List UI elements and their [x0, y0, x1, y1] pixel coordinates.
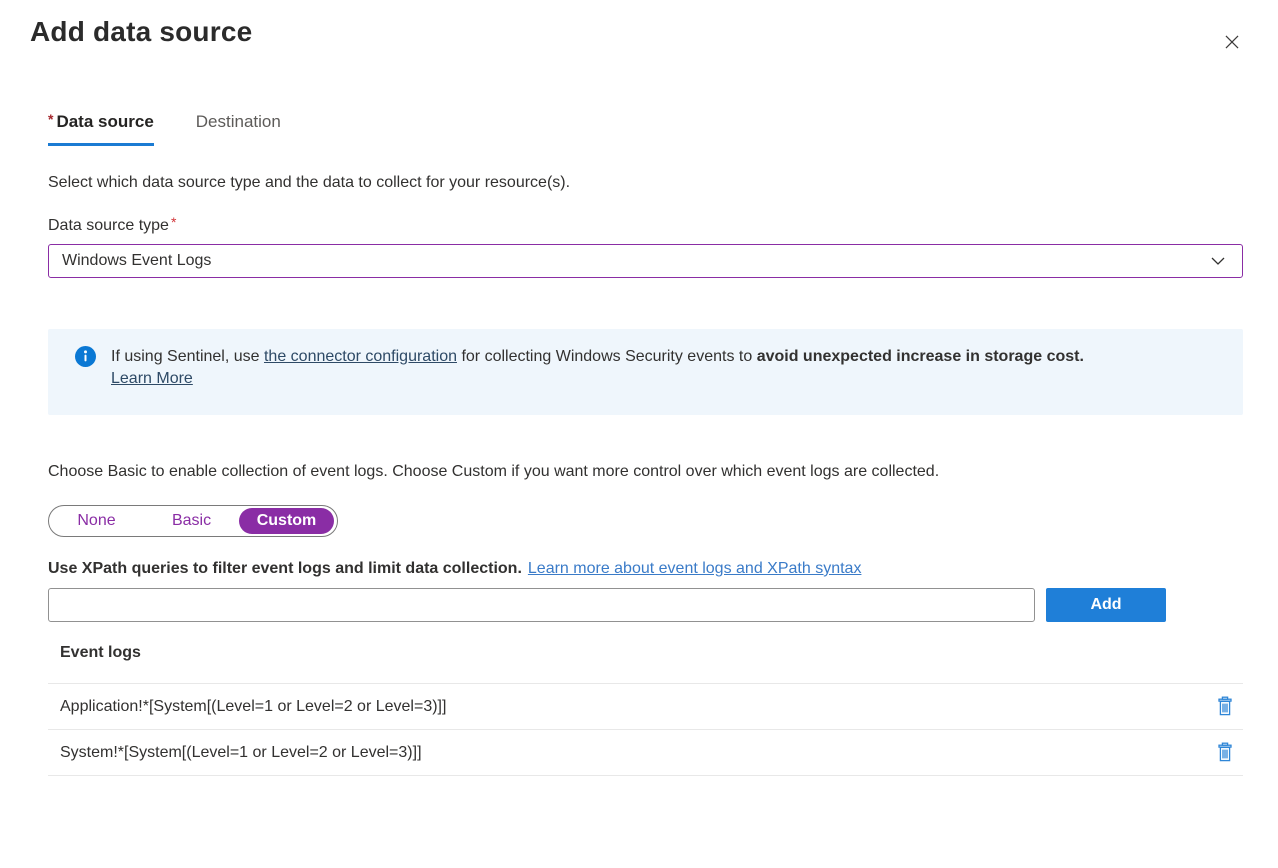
add-button[interactable]: Add	[1046, 588, 1166, 622]
xpath-instruction-bold: Use XPath queries to filter event logs and limit data collection.	[48, 560, 522, 577]
dropdown-selected-value: Windows Event Logs	[62, 252, 212, 269]
close-icon	[1221, 31, 1243, 53]
toggle-option-basic[interactable]: Basic	[171, 512, 212, 529]
toggle-option-none[interactable]: None	[77, 512, 116, 529]
tab-data-source[interactable]	[48, 112, 154, 146]
banner-message	[111, 346, 1084, 390]
connector-configuration-link[interactable]: the connector configuration	[263, 348, 457, 365]
tab-label: Data source	[56, 112, 154, 131]
required-asterisk: *	[48, 111, 54, 127]
collection-mode-toggle	[48, 505, 338, 537]
required-asterisk: *	[170, 214, 177, 230]
trash-icon	[1215, 696, 1235, 717]
xpath-learn-more-link[interactable]: Learn more about event logs and XPath syntax	[527, 560, 862, 577]
add-data-source-dialog	[0, 12, 1278, 868]
delete-event-log-button[interactable]	[1214, 696, 1236, 718]
tab-bar	[48, 112, 1243, 146]
event-log-row	[48, 684, 1243, 730]
tab-label: Destination	[195, 112, 281, 131]
trash-icon	[1215, 742, 1235, 763]
banner-text-before: If using Sentinel, use	[111, 348, 264, 365]
banner-text-middle: for collecting Windows Security events to	[457, 348, 757, 365]
info-banner	[48, 329, 1243, 415]
xpath-query-input[interactable]	[48, 588, 1035, 622]
learn-more-link[interactable]: Learn More	[111, 370, 193, 387]
delete-event-log-button[interactable]	[1214, 742, 1236, 764]
xpath-instruction	[48, 558, 1243, 579]
event-logs-header: Event logs	[60, 644, 141, 661]
collection-mode-description: Choose Basic to enable collection of event logs. Choose Custom if you want more control over which event logs are collected.	[48, 463, 940, 480]
xpath-add-row	[48, 588, 1243, 622]
page-title: Add data source	[30, 16, 253, 47]
intro-text: Select which data source type and the data to collect for your resource(s).	[48, 174, 571, 191]
banner-bold-text: avoid unexpected increase in storage cost.	[756, 348, 1084, 365]
field-label-text: Data source type	[48, 217, 169, 234]
close-button[interactable]	[1219, 30, 1245, 56]
data-source-type-dropdown[interactable]	[48, 244, 1243, 278]
event-log-row	[48, 730, 1243, 776]
chevron-down-icon	[1210, 253, 1226, 269]
toggle-option-custom[interactable]: Custom	[239, 508, 334, 534]
dialog-content	[48, 112, 1243, 776]
event-log-query: System!*[System[(Level=1 or Level=2 or Level=3)]]	[60, 744, 422, 761]
data-source-type-label	[48, 215, 1243, 236]
event-log-query: Application!*[System[(Level=1 or Level=2 or Level=3)]]	[60, 698, 447, 715]
info-icon	[75, 346, 96, 367]
event-logs-list	[48, 683, 1243, 776]
tab-destination[interactable]	[196, 112, 281, 146]
